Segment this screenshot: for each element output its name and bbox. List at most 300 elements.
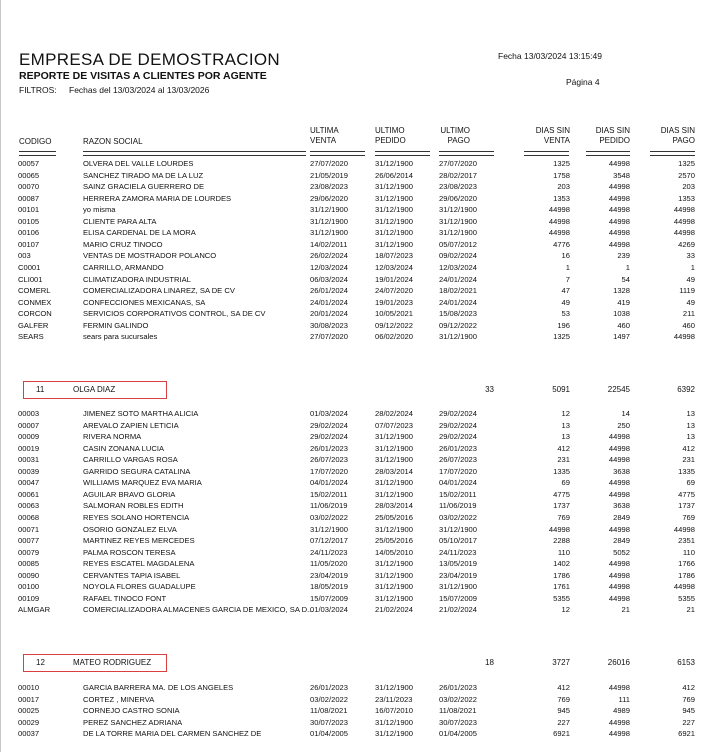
days-without-sale: 69: [561, 478, 570, 488]
days-without-sale: 231: [557, 455, 570, 465]
days-without-payment: 231: [682, 455, 695, 465]
days-without-order: 44998: [608, 489, 630, 499]
table-row: [0, 409, 719, 420]
last-order-date: 31/12/1900: [375, 717, 414, 727]
days-without-order: 239: [617, 251, 630, 261]
client-name: JIMENEZ SOTO MARTHA ALICIA: [83, 409, 199, 418]
table-row: [0, 706, 719, 717]
days-without-sale: 412: [557, 683, 570, 692]
last-sale-date: 26/01/2023: [310, 443, 349, 453]
header-razon-social: RAZON SOCIAL: [83, 137, 143, 146]
days-without-sale: 4776: [553, 239, 570, 249]
days-without-payment: 227: [682, 717, 695, 727]
table-row: [0, 594, 719, 605]
client-code: ALMGAR: [18, 605, 51, 615]
last-order-date: 28/03/2014: [375, 501, 414, 511]
days-without-payment: 6921: [678, 729, 695, 739]
header-ultima-venta: ULTIMA VENTA: [310, 126, 339, 145]
days-without-payment: 69: [686, 478, 695, 488]
last-sale-date: 11/05/2020: [310, 559, 348, 569]
table-row: [0, 559, 719, 570]
last-order-date: 31/12/1900: [375, 443, 414, 453]
days-without-payment: 44998: [673, 332, 695, 342]
days-without-order: 44998: [608, 443, 630, 453]
days-without-order: 3638: [613, 466, 630, 476]
days-without-sale: 203: [557, 182, 570, 192]
client-code: 00068: [18, 512, 40, 522]
last-payment-date: 15/08/2023: [439, 309, 478, 319]
last-payment-date: 04/01/2024: [439, 478, 478, 488]
client-name: SERVICIOS CORPORATIVOS CONTROL, SA DE CV: [83, 309, 266, 319]
last-payment-date: 11/06/2019: [439, 501, 477, 511]
last-order-date: 16/07/2010: [375, 706, 414, 716]
days-without-sale: 1: [565, 262, 570, 272]
last-order-date: 19/01/2024: [375, 274, 414, 284]
last-sale-date: 03/02/2022: [310, 512, 349, 522]
days-without-sale: 44998: [548, 228, 570, 238]
days-without-order: 54: [621, 274, 630, 284]
client-name: HERRERA ZAMORA MARIA DE LOURDES: [83, 193, 232, 203]
last-order-date: 14/05/2010: [375, 547, 414, 557]
table-row: [0, 683, 719, 694]
days-without-sale: 1353: [553, 193, 570, 203]
last-sale-date: 06/03/2024: [310, 274, 349, 284]
last-order-date: 18/07/2023: [375, 251, 414, 261]
filters-value: Fechas del 13/03/2024 al 13/03/2026: [69, 85, 210, 95]
table-row: [0, 695, 719, 706]
client-name: REYES ESCATEL MAGDALENA: [83, 559, 195, 569]
days-without-sale: 1335: [553, 466, 570, 476]
client-name: AGUILAR BRAVO GLORIA: [83, 489, 176, 499]
last-order-date: 31/12/1900: [375, 205, 414, 215]
days-without-order: 419: [617, 297, 630, 307]
last-sale-date: 29/02/2024: [310, 432, 349, 442]
client-name: sears para sucursales: [83, 332, 158, 342]
client-code: 00039: [18, 466, 40, 476]
agent-total-dias-pedido: 22545: [607, 385, 630, 394]
last-payment-date: 31/12/1900: [439, 332, 478, 342]
last-payment-date: 30/07/2023: [439, 717, 478, 727]
last-order-date: 31/12/1900: [375, 159, 414, 168]
table-row: [0, 421, 719, 432]
page-number: Página 4: [566, 77, 600, 87]
table-row: [0, 571, 719, 582]
last-payment-date: 05/10/2017: [439, 536, 478, 546]
last-sale-date: 15/07/2009: [310, 593, 349, 603]
table-row: [0, 263, 719, 274]
last-sale-date: 26/01/2024: [310, 286, 349, 296]
client-code: 00037: [18, 729, 40, 739]
last-order-date: 31/12/1900: [375, 478, 414, 488]
agent-name: OLGA DIAZ: [73, 385, 116, 394]
last-sale-date: 27/07/2020: [310, 159, 349, 168]
page-border: [0, 0, 1, 752]
days-without-payment: 49: [686, 297, 695, 307]
table-row: [0, 501, 719, 512]
client-code: 00025: [18, 706, 40, 716]
client-code: 00101: [18, 205, 40, 215]
days-without-sale: 44998: [548, 524, 570, 534]
last-sale-date: 26/07/2023: [310, 455, 349, 465]
table-row: [0, 490, 719, 501]
days-without-order: 1038: [613, 309, 630, 319]
days-without-payment: 1353: [678, 193, 695, 203]
header-rule: [83, 151, 306, 156]
days-without-order: 44998: [608, 559, 630, 569]
agent-total-dias-venta: 5091: [552, 385, 570, 394]
agent-name: MATEO RODRIGUEZ: [73, 658, 152, 667]
last-order-date: 21/02/2024: [375, 605, 414, 615]
days-without-sale: 1737: [553, 501, 570, 511]
last-sale-date: 11/06/2019: [310, 501, 348, 511]
client-name: CLIMATIZADORA INDUSTRIAL: [83, 274, 191, 284]
agent-number: 12: [36, 658, 45, 667]
client-name: ELISA CARDENAL DE LA MORA: [83, 228, 196, 238]
days-without-order: 44998: [608, 216, 630, 226]
client-code: 00105: [18, 216, 40, 226]
days-without-payment: 44998: [673, 582, 695, 592]
last-order-date: 19/01/2023: [375, 297, 414, 307]
days-without-payment: 203: [682, 182, 695, 192]
client-code: 00057: [18, 159, 40, 168]
agent-summary-11: [0, 381, 719, 399]
client-code: CONMEX: [18, 297, 52, 307]
days-without-sale: 7: [565, 274, 570, 284]
client-name: CONFECCIONES MEXICANAS, SA: [83, 297, 206, 307]
days-without-sale: 769: [557, 512, 570, 522]
last-sale-date: 31/12/1900: [310, 524, 349, 534]
last-payment-date: 31/12/1900: [439, 582, 478, 592]
days-without-order: 2849: [613, 512, 630, 522]
last-payment-date: 31/12/1900: [439, 524, 478, 534]
table-row: [0, 536, 719, 547]
last-sale-date: 29/06/2020: [310, 193, 349, 203]
client-name: WILLIAMS MARQUEZ EVA MARIA: [83, 478, 202, 488]
days-without-sale: 13: [561, 420, 570, 430]
table-row: [0, 251, 719, 262]
days-without-order: 44998: [608, 182, 630, 192]
last-payment-date: 23/08/2023: [439, 182, 478, 192]
last-order-date: 31/12/1900: [375, 228, 414, 238]
days-without-order: 44998: [608, 432, 630, 442]
last-sale-date: 12/03/2024: [310, 262, 349, 272]
days-without-payment: 13: [686, 409, 695, 418]
days-without-sale: 2288: [553, 536, 570, 546]
header-rule: [310, 151, 365, 156]
table-row: [0, 205, 719, 216]
client-name: yo misma: [83, 205, 116, 215]
last-payment-date: 12/03/2024: [439, 262, 478, 272]
client-name: CLIENTE PARA ALTA: [83, 216, 157, 226]
company-name: EMPRESA DE DEMOSTRACION: [19, 50, 280, 69]
last-order-date: 31/12/1900: [375, 570, 414, 580]
table-row: [0, 309, 719, 320]
days-without-payment: 460: [682, 320, 695, 330]
days-without-payment: 110: [682, 547, 695, 557]
client-name: CORTEZ , MINERVA: [83, 694, 155, 704]
client-code: 00029: [18, 717, 40, 727]
days-without-order: 44998: [608, 729, 630, 739]
table-row: [0, 478, 719, 489]
last-order-date: 25/05/2016: [375, 536, 414, 546]
client-code: 00010: [18, 683, 40, 692]
days-without-sale: 4775: [553, 489, 570, 499]
client-name: PALMA ROSCON TERESA: [83, 547, 176, 557]
client-code: 00085: [18, 559, 40, 569]
days-without-sale: 412: [557, 443, 570, 453]
days-without-order: 111: [618, 694, 630, 704]
days-without-sale: 13: [561, 432, 570, 442]
header-ultimo-pago: ULTIMO PAGO: [440, 126, 470, 145]
header-ultimo-pedido: ULTIMO PEDIDO: [375, 126, 406, 145]
table-row: [0, 217, 719, 228]
days-without-sale: 12: [561, 409, 570, 418]
client-code: 00100: [18, 582, 40, 592]
agent-total-dias-pedido: 26016: [607, 658, 630, 667]
table-row: [0, 171, 719, 182]
days-without-payment: 769: [682, 694, 695, 704]
client-code: 00090: [18, 570, 40, 580]
last-payment-date: 11/08/2021: [439, 706, 477, 716]
days-without-sale: 110: [557, 547, 570, 557]
table-row: [0, 321, 719, 332]
days-without-order: 44998: [608, 205, 630, 215]
agent-summary-12: [0, 654, 719, 672]
days-without-sale: 196: [557, 320, 570, 330]
last-payment-date: 21/02/2024: [439, 605, 478, 615]
last-order-date: 31/12/1900: [375, 582, 414, 592]
days-without-sale: 44998: [548, 216, 570, 226]
table-row: [0, 718, 719, 729]
last-payment-date: 03/02/2022: [439, 694, 478, 704]
table-row: [0, 182, 719, 193]
days-without-order: 44998: [608, 455, 630, 465]
last-sale-date: 17/07/2020: [310, 466, 349, 476]
last-order-date: 31/12/1900: [375, 559, 414, 569]
last-payment-date: 29/02/2024: [439, 409, 478, 418]
client-code: 003: [18, 251, 31, 261]
last-order-date: 26/06/2014: [375, 170, 414, 180]
last-order-date: 28/02/2024: [375, 409, 414, 418]
last-sale-date: 14/02/2011: [310, 239, 348, 249]
client-name: AREVALO ZAPIEN LETICIA: [83, 420, 179, 430]
days-without-payment: 1: [690, 262, 695, 272]
client-code: 00063: [18, 501, 40, 511]
last-sale-date: 30/08/2023: [310, 320, 349, 330]
last-payment-date: 31/12/1900: [439, 216, 478, 226]
last-payment-date: 26/01/2023: [439, 683, 478, 692]
last-payment-date: 15/07/2009: [439, 593, 478, 603]
days-without-payment: 49: [686, 274, 695, 284]
last-sale-date: 31/12/1900: [310, 205, 349, 215]
last-order-date: 07/07/2023: [375, 420, 414, 430]
days-without-order: 44998: [608, 159, 630, 168]
header-codigo: CODIGO: [19, 137, 52, 146]
last-order-date: 09/12/2022: [375, 320, 414, 330]
days-without-sale: 945: [557, 706, 570, 716]
days-without-payment: 44998: [673, 216, 695, 226]
days-without-order: 250: [617, 420, 630, 430]
days-without-sale: 1786: [553, 570, 570, 580]
days-without-order: 5052: [613, 547, 630, 557]
client-code: 00070: [18, 182, 40, 192]
last-sale-date: 03/02/2022: [310, 694, 349, 704]
last-order-date: 10/05/2021: [375, 309, 414, 319]
days-without-order: 44998: [608, 524, 630, 534]
client-name: GARRIDO SEGURA CATALINA: [83, 466, 191, 476]
client-code: 00047: [18, 478, 40, 488]
header-dias-sin-pago: DIAS SIN PAGO: [660, 126, 695, 145]
table-row: [0, 275, 719, 286]
last-order-date: 31/12/1900: [375, 239, 414, 249]
last-payment-date: 15/02/2011: [439, 489, 477, 499]
client-name: OLVERA DEL VALLE LOURDES: [83, 159, 194, 168]
header-rule: [439, 151, 494, 156]
client-name: SALMORAN ROBLES EDITH: [83, 501, 184, 511]
last-payment-date: 24/01/2024: [439, 274, 478, 284]
days-without-sale: 1758: [553, 170, 570, 180]
last-payment-date: 29/06/2020: [439, 193, 478, 203]
report-date: Fecha 13/03/2024 13:15:49: [498, 51, 602, 61]
header-rule: [586, 151, 630, 156]
last-sale-date: 01/03/2024: [310, 409, 349, 418]
last-sale-date: 24/11/2023: [310, 547, 348, 557]
table-row: [0, 286, 719, 297]
days-without-payment: 412: [682, 443, 695, 453]
last-payment-date: 09/02/2024: [439, 251, 478, 261]
days-without-sale: 1325: [553, 159, 570, 168]
filters-line: [19, 85, 209, 95]
last-order-date: 31/12/1900: [375, 455, 414, 465]
report-title: REPORTE DE VISITAS A CLIENTES POR AGENTE: [19, 70, 267, 82]
last-order-date: 31/12/1900: [375, 216, 414, 226]
client-name: NOYOLA FLORES GUADALUPE: [83, 582, 196, 592]
days-without-payment: 769: [682, 512, 695, 522]
days-without-payment: 412: [682, 683, 695, 692]
client-code: 00019: [18, 443, 40, 453]
table-row: [0, 605, 719, 616]
client-name: GARCIA BARRERA MA. DE LOS ANGELES: [83, 683, 234, 692]
last-sale-date: 01/04/2005: [310, 729, 349, 739]
client-code: 00065: [18, 170, 40, 180]
client-name: COMERCIALIZADORA LINAREZ, SA DE CV: [83, 286, 235, 296]
client-code: 00061: [18, 489, 40, 499]
days-without-sale: 769: [557, 694, 570, 704]
last-sale-date: 07/12/2017: [310, 536, 349, 546]
days-without-order: 1: [625, 262, 630, 272]
header-dias-sin-venta: DIAS SIN VENTA: [535, 126, 570, 145]
days-without-payment: 1325: [678, 159, 695, 168]
days-without-sale: 53: [561, 309, 570, 319]
days-without-payment: 211: [682, 309, 695, 319]
client-code: 00107: [18, 239, 40, 249]
days-without-order: 3638: [613, 501, 630, 511]
client-code: CORCON: [18, 309, 52, 319]
header-rule: [375, 151, 430, 156]
table-row: [0, 444, 719, 455]
last-order-date: 25/05/2016: [375, 512, 414, 522]
days-without-order: 3548: [613, 170, 630, 180]
days-without-order: 44998: [608, 570, 630, 580]
agent-number: 11: [36, 385, 45, 394]
days-without-payment: 1766: [678, 559, 695, 569]
client-name: SANCHEZ TIRADO MA DE LA LUZ: [83, 170, 204, 180]
client-name: SAINZ GRACIELA GUERRERO DE: [83, 182, 205, 192]
last-order-date: 28/03/2014: [375, 466, 414, 476]
days-without-payment: 5355: [678, 593, 695, 603]
header-dias-sin-pedido: DIAS SIN PEDIDO: [595, 126, 630, 145]
client-name: FERMIN GALINDO: [83, 320, 149, 330]
days-without-payment: 33: [686, 251, 695, 261]
table-row: [0, 513, 719, 524]
days-without-payment: 4775: [678, 489, 695, 499]
client-code: COMERL: [18, 286, 51, 296]
days-without-order: 44998: [608, 478, 630, 488]
days-without-payment: 13: [686, 432, 695, 442]
client-name: COMERCIALIZADORA ALMACENES GARCIA DE MEXICO, SA D...: [83, 605, 314, 615]
client-name: MARIO CRUZ TINOCO: [83, 239, 163, 249]
days-without-payment: 1786: [678, 570, 695, 580]
last-sale-date: 24/01/2024: [310, 297, 349, 307]
client-code: 00079: [18, 547, 40, 557]
client-name: CARRILLO VARGAS ROSA: [83, 455, 178, 465]
days-without-payment: 13: [686, 420, 695, 430]
header-rule: [19, 151, 56, 156]
days-without-order: 44998: [608, 717, 630, 727]
client-code: C0001: [18, 262, 41, 272]
client-code: 00017: [18, 694, 40, 704]
table-row: [0, 455, 719, 466]
days-without-payment: 44998: [673, 228, 695, 238]
last-payment-date: 26/07/2023: [439, 455, 478, 465]
days-without-sale: 1325: [553, 332, 570, 342]
last-sale-date: 20/01/2024: [310, 309, 349, 319]
last-payment-date: 26/01/2023: [439, 443, 478, 453]
table-row: [0, 582, 719, 593]
client-name: REYES SOLANO HORTENCIA: [83, 512, 190, 522]
last-payment-date: 27/07/2020: [439, 159, 478, 168]
last-payment-date: 17/07/2020: [439, 466, 478, 476]
agent-client-count: 18: [485, 658, 494, 667]
days-without-payment: 1119: [679, 286, 695, 296]
days-without-sale: 6921: [553, 729, 570, 739]
last-order-date: 31/12/1900: [375, 182, 414, 192]
client-name: OSORIO GONZALEZ ELVA: [83, 524, 177, 534]
last-payment-date: 23/04/2019: [439, 570, 478, 580]
last-sale-date: 27/07/2020: [310, 332, 349, 342]
client-code: 00109: [18, 593, 40, 603]
days-without-sale: 47: [561, 286, 570, 296]
client-name: RAFAEL TINOCO FONT: [83, 593, 167, 603]
days-without-payment: 44998: [673, 524, 695, 534]
client-name: DE LA TORRE MARIA DEL CARMEN SANCHEZ DE: [83, 729, 262, 739]
days-without-payment: 44998: [673, 205, 695, 215]
days-without-order: 1328: [613, 286, 630, 296]
header-rule: [524, 151, 569, 156]
client-code: CLI001: [18, 274, 43, 284]
last-sale-date: 31/12/1900: [310, 216, 349, 226]
last-sale-date: 18/05/2019: [310, 582, 349, 592]
last-sale-date: 29/02/2024: [310, 420, 349, 430]
days-without-order: 44998: [608, 683, 630, 692]
client-name: VENTAS DE MOSTRADOR POLANCO: [83, 251, 217, 261]
last-order-date: 31/12/1900: [375, 193, 414, 203]
days-without-payment: 2351: [678, 536, 695, 546]
days-without-order: 44998: [608, 193, 630, 203]
client-code: 00077: [18, 536, 40, 546]
days-without-payment: 21: [686, 605, 695, 615]
last-order-date: 31/12/1900: [375, 432, 414, 442]
